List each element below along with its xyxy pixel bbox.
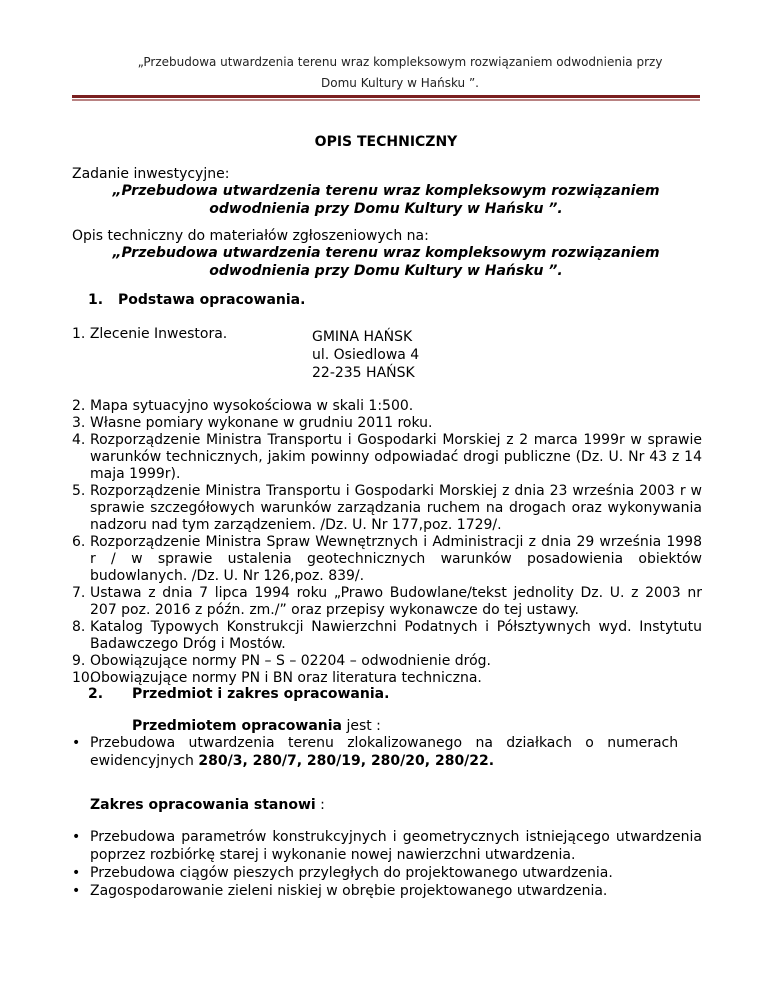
bullet-icon: •	[72, 883, 81, 899]
header-line-2: Domu Kultury w Hańsku ”.	[321, 76, 479, 90]
document-title: OPIS TECHNICZNY	[314, 134, 458, 150]
section-2-number: 2.	[88, 686, 104, 702]
address-line-1: GMINA HAŃSK	[312, 329, 413, 345]
scope-heading	[90, 796, 325, 814]
subject-bullet-line-1: Przebudowa utwardzenia terenu zlokalizowanego na działkach o numerach	[90, 735, 679, 751]
page-header	[90, 52, 710, 94]
description-title-line-2: odwodnienia przy Domu Kultury w Hańsku ”.	[209, 263, 563, 279]
investment-title-line-1: „Przebudowa utwardzenia terenu wraz kompleksowym rozwiązaniem	[112, 183, 660, 199]
header-line-1: „Przebudowa utwardzenia terenu wraz kompleksowym rozwiązaniem odwodnienia przy	[137, 55, 663, 69]
scope-heading-rest: :	[315, 797, 325, 813]
bullet-icon: •	[72, 865, 81, 881]
scope-item-3: Zagospodarowanie zieleni niskiej w obrębie projektowanego utwardzenia.	[90, 883, 608, 899]
investment-label: Zadanie inwestycyjne:	[72, 166, 230, 182]
subject-bullet	[90, 734, 702, 770]
list-item: 2. Mapa sytuacyjno wysokościowa w skali 1:500.	[72, 398, 414, 414]
header-rule-dark	[72, 95, 700, 98]
section-1-title: Podstawa opracowania.	[118, 292, 306, 308]
address-line-2: ul. Osiedlowa 4	[312, 347, 420, 363]
list-item: 6. Rozporządzenie Ministra Spraw Wewnętrznych i Administracji z dnia 29 września 1998 r / w sprawie ustalenia geotechnicznych warunków posadowienia obiektów budowlanych. /Dz. U. Nr 126,poz. 839/.	[72, 534, 702, 584]
investment-title-line-2: odwodnienia przy Domu Kultury w Hańsku ”.	[209, 201, 563, 217]
bullet-icon: •	[72, 735, 81, 751]
description-title	[72, 244, 700, 280]
list-item: 10. Obowiązujące normy PN i BN oraz literatura techniczna.	[72, 670, 482, 686]
section-2-title: Przedmiot i zakres opracowania.	[132, 686, 390, 702]
bullet-icon: •	[72, 829, 81, 845]
reference-item-1-text: Zlecenie Inwestora.	[89, 326, 228, 342]
reference-item-1-number: 1.	[72, 326, 86, 342]
subject-heading	[132, 717, 381, 735]
list-item: 5. Rozporządzenie Ministra Transportu i Gospodarki Morskiej z dnia 23 września 2003 r w sprawie szczegółowych warunków zarządzania ruchem na drogach oraz wykonywania nadzoru nad tym zarządzeniem. /Dz. U. Nr 177,poz. 1729/.	[72, 483, 702, 533]
list-item: 9. Obowiązujące normy PN – S – 02204 – odwodnienie dróg.	[72, 653, 491, 669]
investor-address	[312, 328, 419, 382]
list-item: 8. Katalog Typowych Konstrukcji Nawierzchni Podatnych i Półsztywnych wyd. Instytutu Badawczego Dróg i Mostów.	[72, 619, 702, 652]
subject-bullet-line-2: ewidencyjnych 280/3, 280/7, 280/19, 280/20, 280/22.	[90, 753, 495, 769]
investment-title	[72, 182, 700, 218]
reference-item-1	[72, 326, 227, 342]
reference-list	[72, 398, 702, 687]
section-1-number: 1.	[88, 292, 104, 308]
list-item: 4. Rozporządzenie Ministra Transportu i Gospodarki Morskiej z 2 marca 1999r w sprawie warunków technicznych, jakim powinny odpowiadać drogi publiczne (Dz. U. Nr 43 z 14 maja 1999r).	[72, 432, 702, 482]
description-label: Opis techniczny do materiałów zgłoszeniowych na:	[72, 228, 429, 244]
list-item: 3. Własne pomiary wykonane w grudniu 2011 roku.	[72, 415, 433, 431]
subject-heading-bold: Przedmiotem opracowania	[132, 718, 342, 734]
scope-heading-bold: Zakres opracowania stanowi	[90, 797, 316, 813]
subject-heading-rest: jest :	[342, 718, 381, 734]
list-item: 7. Ustawa z dnia 7 lipca 1994 roku „Prawo Budowlane/tekst jednolity Dz. U. z 2003 nr 207 poz. 2016 z późn. zm./” oraz przepisy wykonawcze do tej ustawy.	[72, 585, 702, 618]
parcel-numbers: 280/3, 280/7, 280/19, 280/20, 280/22.	[198, 753, 495, 769]
address-line-3: 22-235 HAŃSK	[312, 365, 415, 381]
scope-item-1: Przebudowa parametrów konstrukcyjnych i geometrycznych istniejącego utwardzenia poprzez rozbiórkę starej i wykonanie nowej nawierzchni utwardzenia.	[90, 829, 702, 863]
scope-item-2: Przebudowa ciągów pieszych przyległych do projektowanego utwardzenia.	[90, 865, 613, 881]
description-title-line-1: „Przebudowa utwardzenia terenu wraz kompleksowym rozwiązaniem	[112, 245, 660, 261]
header-rule-light	[72, 99, 700, 101]
